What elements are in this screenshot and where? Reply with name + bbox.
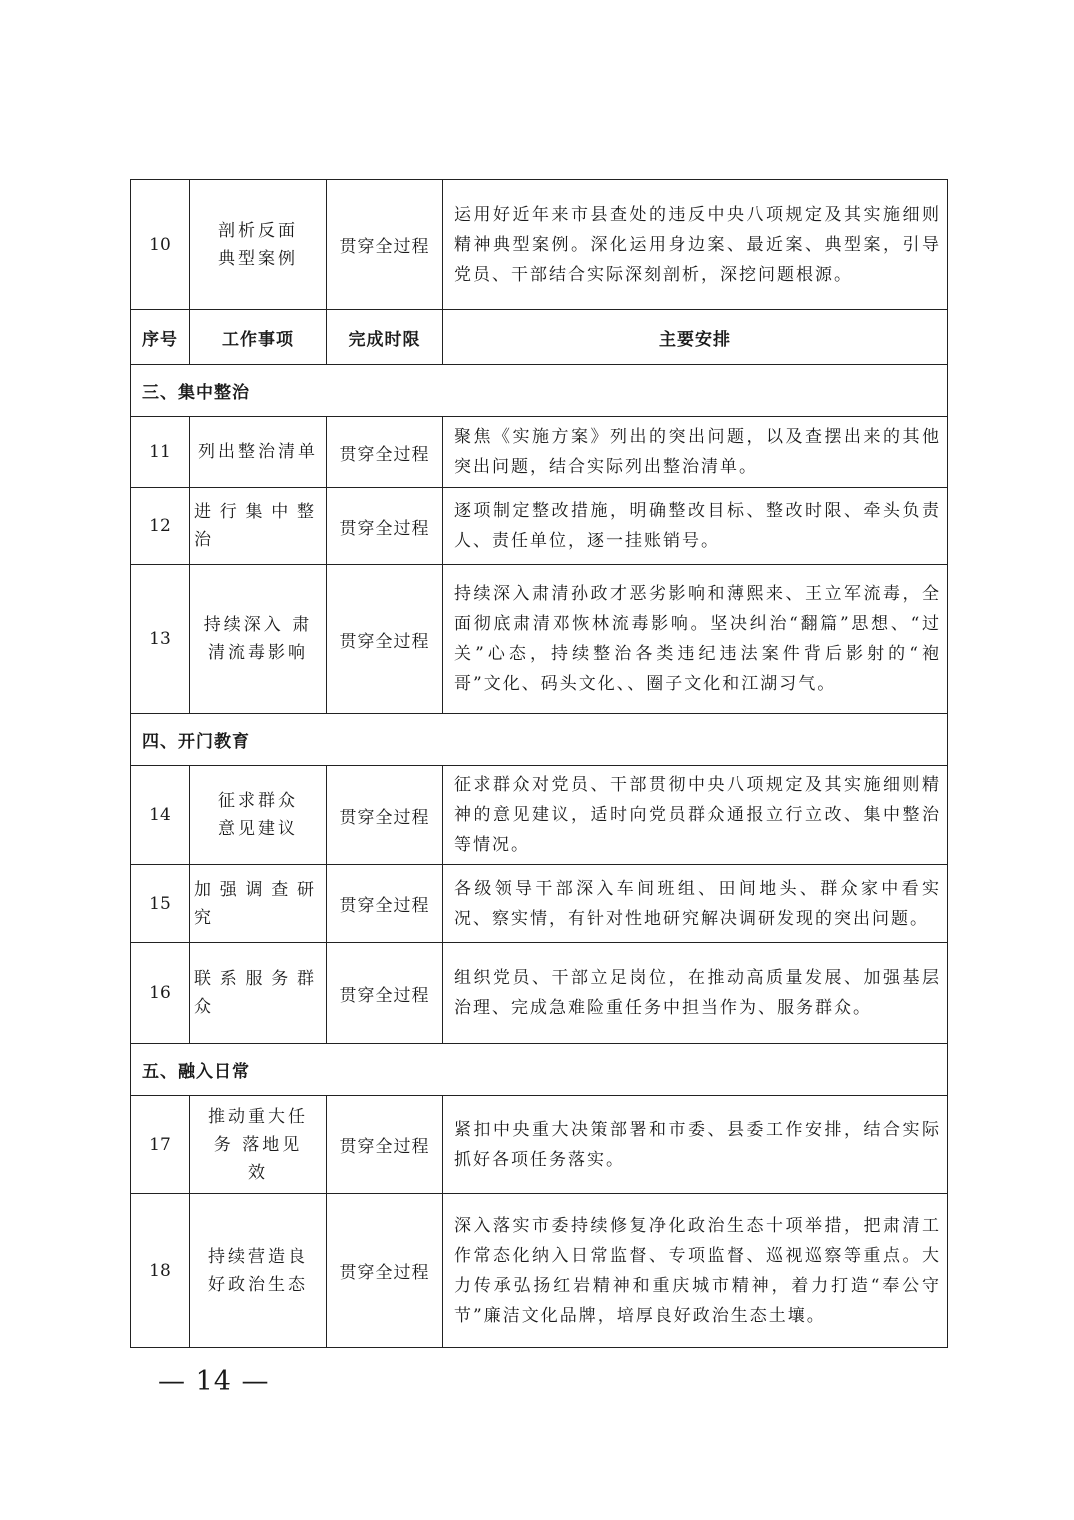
main-arrangement: 组织党员、干部立足岗位，在推动高质量发展、加强基层治理、完成急难险重任务中担当作为、服务群众。 (443, 943, 948, 1044)
deadline: 贯穿全过程 (327, 180, 443, 310)
work-item-line: 推动重大任 (208, 1106, 308, 1127)
work-item: 联系服务群众 (190, 943, 327, 1044)
page-number: — 14 — (158, 1366, 270, 1397)
header-num: 序号 (131, 310, 190, 365)
table-row (131, 180, 948, 310)
section-title: 四、开门教育 (131, 714, 948, 766)
deadline: 贯穿全过程 (327, 865, 443, 943)
work-item (190, 1096, 327, 1194)
table-row (131, 766, 948, 865)
main-arrangement: 聚焦《实施方案》列出的突出问题，以及查摆出来的其他 突出问题，结合实际列出整治清单。 (443, 417, 948, 488)
deadline: 贯穿全过程 (327, 766, 443, 865)
header-item: 工作事项 (190, 310, 327, 365)
row-number: 12 (131, 488, 190, 565)
row-number: 10 (131, 180, 190, 310)
table-row (131, 1194, 948, 1348)
deadline: 贯穿全过程 (327, 1194, 443, 1348)
section-row (131, 714, 948, 766)
main-arrangement: 紧扣中央重大决策部署和市委、县委工作安排，结合实际 抓好各项任务落实。 (443, 1096, 948, 1194)
table-header-row (131, 310, 948, 365)
work-item-line: 征求群众 (218, 791, 298, 811)
main-arrangement: 深入落实市委持续修复净化政治生态十项举措，把肃清工作常态化纳入日常监督、专项监督、巡视巡察等重点。大力传承弘扬红岩精神和重庆城市精神，着力打造“奉公守节”廉洁文化品牌，培厚良好政治生态土壤。 (443, 1194, 948, 1348)
section-title: 五、融入日常 (131, 1044, 948, 1096)
table-row (131, 417, 948, 488)
section-row (131, 1044, 948, 1096)
row-number: 17 (131, 1096, 190, 1194)
section-row (131, 365, 948, 417)
work-item (190, 565, 327, 714)
deadline: 贯穿全过程 (327, 417, 443, 488)
row-number: 14 (131, 766, 190, 865)
deadline: 贯穿全过程 (327, 488, 443, 565)
header-time: 完成时限 (327, 310, 443, 365)
main-arrangement: 运用好近年来市县查处的违反中央八项规定及其实施细则精神典型案例。深化运用身边案、最近案、典型案，引导党员、干部结合实际深刻剖析，深挖问题根源。 (443, 180, 948, 310)
work-item-line: 务 落地见 (213, 1134, 303, 1155)
row-number: 15 (131, 865, 190, 943)
work-item-line: 效 (248, 1162, 268, 1183)
main-arrangement: 征求群众对党员、干部贯彻中央八项规定及其实施细则精神的意见建议，适时向党员群众通报立行立改、集中整治等情况。 (443, 766, 948, 865)
deadline: 贯穿全过程 (327, 565, 443, 714)
table-row (131, 943, 948, 1044)
work-plan-table (130, 179, 948, 1348)
work-item (190, 1194, 327, 1348)
deadline: 贯穿全过程 (327, 1096, 443, 1194)
header-detail: 主要安排 (443, 310, 948, 365)
work-item-line: 意见建议 (218, 819, 298, 839)
work-item-line: 清流毒影响 (208, 643, 308, 663)
work-item-line: 典型案例 (218, 248, 298, 269)
table-row (131, 488, 948, 565)
table-row (131, 1096, 948, 1194)
row-number: 18 (131, 1194, 190, 1348)
work-item (190, 766, 327, 865)
work-item-line: 持续深入 肃 (203, 615, 313, 635)
table-row (131, 865, 948, 943)
work-item: 进行集中整治 (190, 488, 327, 565)
section-title: 三、集中整治 (131, 365, 948, 417)
row-number: 11 (131, 417, 190, 488)
row-number: 16 (131, 943, 190, 1044)
main-arrangement: 持续深入肃清孙政才恶劣影响和薄熙来、王立军流毒，全面彻底肃清邓恢林流毒影响。坚决纠治“翻篇”思想、“过关”心态，持续整治各类违纪违法案件背后影射的“袍哥”文化、码头文化、、圈子文化和江湖习气。 (443, 565, 948, 714)
main-arrangement: 逐项制定整改措施，明确整改目标、整改时限、牵头负责 人、责任单位，逐一挂账销号。 (443, 488, 948, 565)
work-item-line: 好政治生态 (208, 1274, 308, 1295)
work-item-line: 剖析反面 (218, 220, 298, 241)
table-row (131, 565, 948, 714)
main-arrangement: 各级领导干部深入车间班组、田间地头、群众家中看实况、察实情，有针对性地研究解决调研发现的突出问题。 (443, 865, 948, 943)
work-item (190, 180, 327, 310)
deadline: 贯穿全过程 (327, 943, 443, 1044)
row-number: 13 (131, 565, 190, 714)
work-item: 加强调查研究 (190, 865, 327, 943)
work-item-line: 持续营造良 (208, 1246, 308, 1267)
work-item: 列出整治清单 (190, 417, 327, 488)
